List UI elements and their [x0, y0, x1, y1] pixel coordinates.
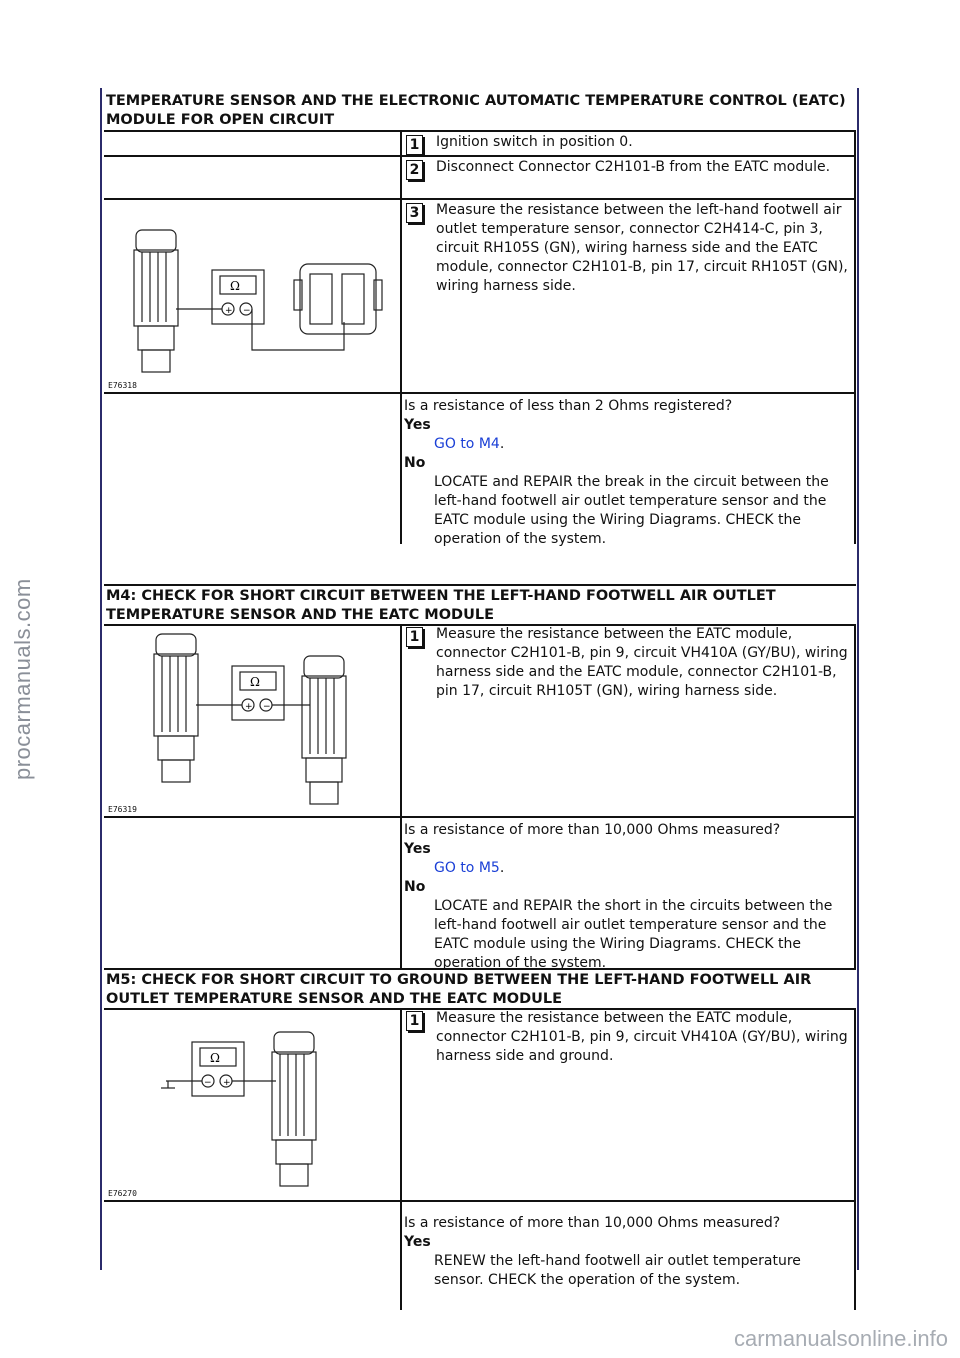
ohm-symbol: Ω: [210, 1051, 220, 1065]
question-right-cell: [402, 1202, 856, 1310]
step-number: 1: [406, 1011, 423, 1031]
step-right-cell: [402, 157, 856, 198]
step-number: 1: [406, 135, 423, 155]
yes-suffix: .: [499, 860, 505, 876]
step-row-m3-2: [104, 157, 856, 200]
step-row-m3-3: [104, 200, 856, 394]
step-text: Measure the resistance between the EATC module, connector C2H101-B, pin 9, circuit VH410A (GY/BU), wiring harness side and ground.: [436, 1010, 848, 1064]
steps-table: [104, 132, 856, 1288]
no-answer: LOCATE and REPAIR the short in the circuits between the left-hand footwell air outlet temperature sensor and the EATC module using the Wiring Diagrams. CHECK the operation of the system.: [434, 898, 833, 971]
goto-m5-link[interactable]: GO to M5: [434, 860, 500, 876]
figure-id: E76318: [108, 381, 137, 390]
goto-m4-link[interactable]: GO to M4: [434, 436, 500, 452]
side-watermark: procarmanuals.com: [10, 578, 35, 780]
figure-id: E76319: [108, 805, 137, 814]
no-answer: LOCATE and REPAIR the break in the circuit between the left-hand footwell air outlet temperature sensor and the EATC module using the Wiring Diagrams. CHECK the operation of the system.: [434, 474, 829, 547]
step-right-cell: [402, 200, 856, 392]
yes-answer: [404, 859, 852, 878]
meter-minus: −: [243, 306, 251, 316]
bottom-watermark: carmanualsonline.info: [733, 1326, 948, 1351]
question-text: Is a resistance of less than 2 Ohms registered?: [404, 398, 733, 414]
meter-minus: −: [263, 702, 271, 712]
question-left-cell: [104, 394, 402, 544]
yes-label: Yes: [404, 841, 431, 857]
step-right-cell: [402, 1008, 856, 1200]
step-text: Disconnect Connector C2H101-B from the EATC module.: [436, 159, 831, 175]
question-text: Is a resistance of more than 10,000 Ohms measured?: [404, 822, 781, 838]
step-number: 2: [406, 160, 423, 180]
question-left-cell: [104, 818, 402, 968]
step-number: 3: [406, 203, 423, 223]
wiring-figure-e76270: [106, 1010, 398, 1196]
ohm-symbol: Ω: [250, 675, 260, 689]
section-header-m4-box: [104, 584, 856, 626]
yes-answer: [404, 435, 852, 454]
step-left-cell: [104, 132, 402, 155]
step-right-cell: [402, 132, 856, 155]
wiring-figure-e76318: [106, 202, 398, 388]
no-label: No: [404, 879, 426, 895]
no-label: No: [404, 455, 426, 471]
meter-minus: −: [204, 1078, 212, 1088]
diagnostic-page: [104, 90, 856, 1288]
yes-label: Yes: [404, 1234, 431, 1250]
section-header-m5-box: [104, 968, 856, 1010]
step-text: Ignition switch in position 0.: [436, 134, 633, 150]
figure-cell: [104, 624, 402, 816]
step-text: Measure the resistance between the left-hand footwell air outlet temperature sensor, connector C2H414-C, pin 3, circuit RH105S (GN), wiring harness side and the EATC module, connector C2H101-B, pin 17, circuit RH105T (GN), wiring harness side.: [436, 202, 848, 294]
step-text: Measure the resistance between the EATC module, connector C2H101-B, pin 9, circuit VH410A (GY/BU), wiring harness side and the EATC module, connector C2H101-B, pin 17, circuit RH105T (GN), wiring harness side.: [436, 626, 848, 699]
question-row-m3: [104, 394, 856, 547]
section-header-m5: M5: CHECK FOR SHORT CIRCUIT TO GROUND BETWEEN THE LEFT-HAND FOOTWELL AIR OUTLET TEMPERATURE SENSOR AND THE EATC MODULE: [106, 972, 812, 1007]
question-right-cell: [402, 818, 856, 971]
ohm-symbol: Ω: [230, 279, 240, 293]
figure-cell: [104, 200, 402, 392]
right-border-line: [857, 88, 859, 1270]
section-header-m3: TEMPERATURE SENSOR AND THE ELECTRONIC AUTOMATIC TEMPERATURE CONTROL (EATC) MODULE FOR OPEN CIRCUIT: [104, 90, 856, 132]
question-row-m4: [104, 818, 856, 971]
step-number: 1: [406, 627, 423, 647]
left-border-line: [100, 88, 102, 1270]
yes-answer: RENEW the left-hand footwell air outlet temperature sensor. CHECK the operation of the system.: [434, 1253, 801, 1288]
figure-id: E76270: [108, 1189, 137, 1198]
meter-plus: +: [225, 306, 233, 316]
wiring-figure-e76319: [106, 626, 398, 812]
yes-suffix: .: [499, 436, 505, 452]
meter-plus: +: [223, 1078, 231, 1088]
step-right-cell: [402, 624, 856, 816]
question-left-cell: [104, 1202, 402, 1310]
meter-plus: +: [245, 702, 253, 712]
step-row-m4-1: [104, 624, 856, 818]
section-header-m4: M4: CHECK FOR SHORT CIRCUIT BETWEEN THE LEFT-HAND FOOTWELL AIR OUTLET TEMPERATURE SENSOR AND THE EATC MODULE: [106, 588, 776, 623]
question-text: Is a resistance of more than 10,000 Ohms measured?: [404, 1215, 781, 1231]
step-left-cell: [104, 157, 402, 198]
step-row-m5-1: [104, 1008, 856, 1202]
step-row-m3-1: [104, 132, 856, 157]
question-right-cell: [402, 394, 856, 547]
yes-label: Yes: [404, 417, 431, 433]
question-row-m5: [104, 1202, 856, 1310]
figure-cell: [104, 1008, 402, 1200]
